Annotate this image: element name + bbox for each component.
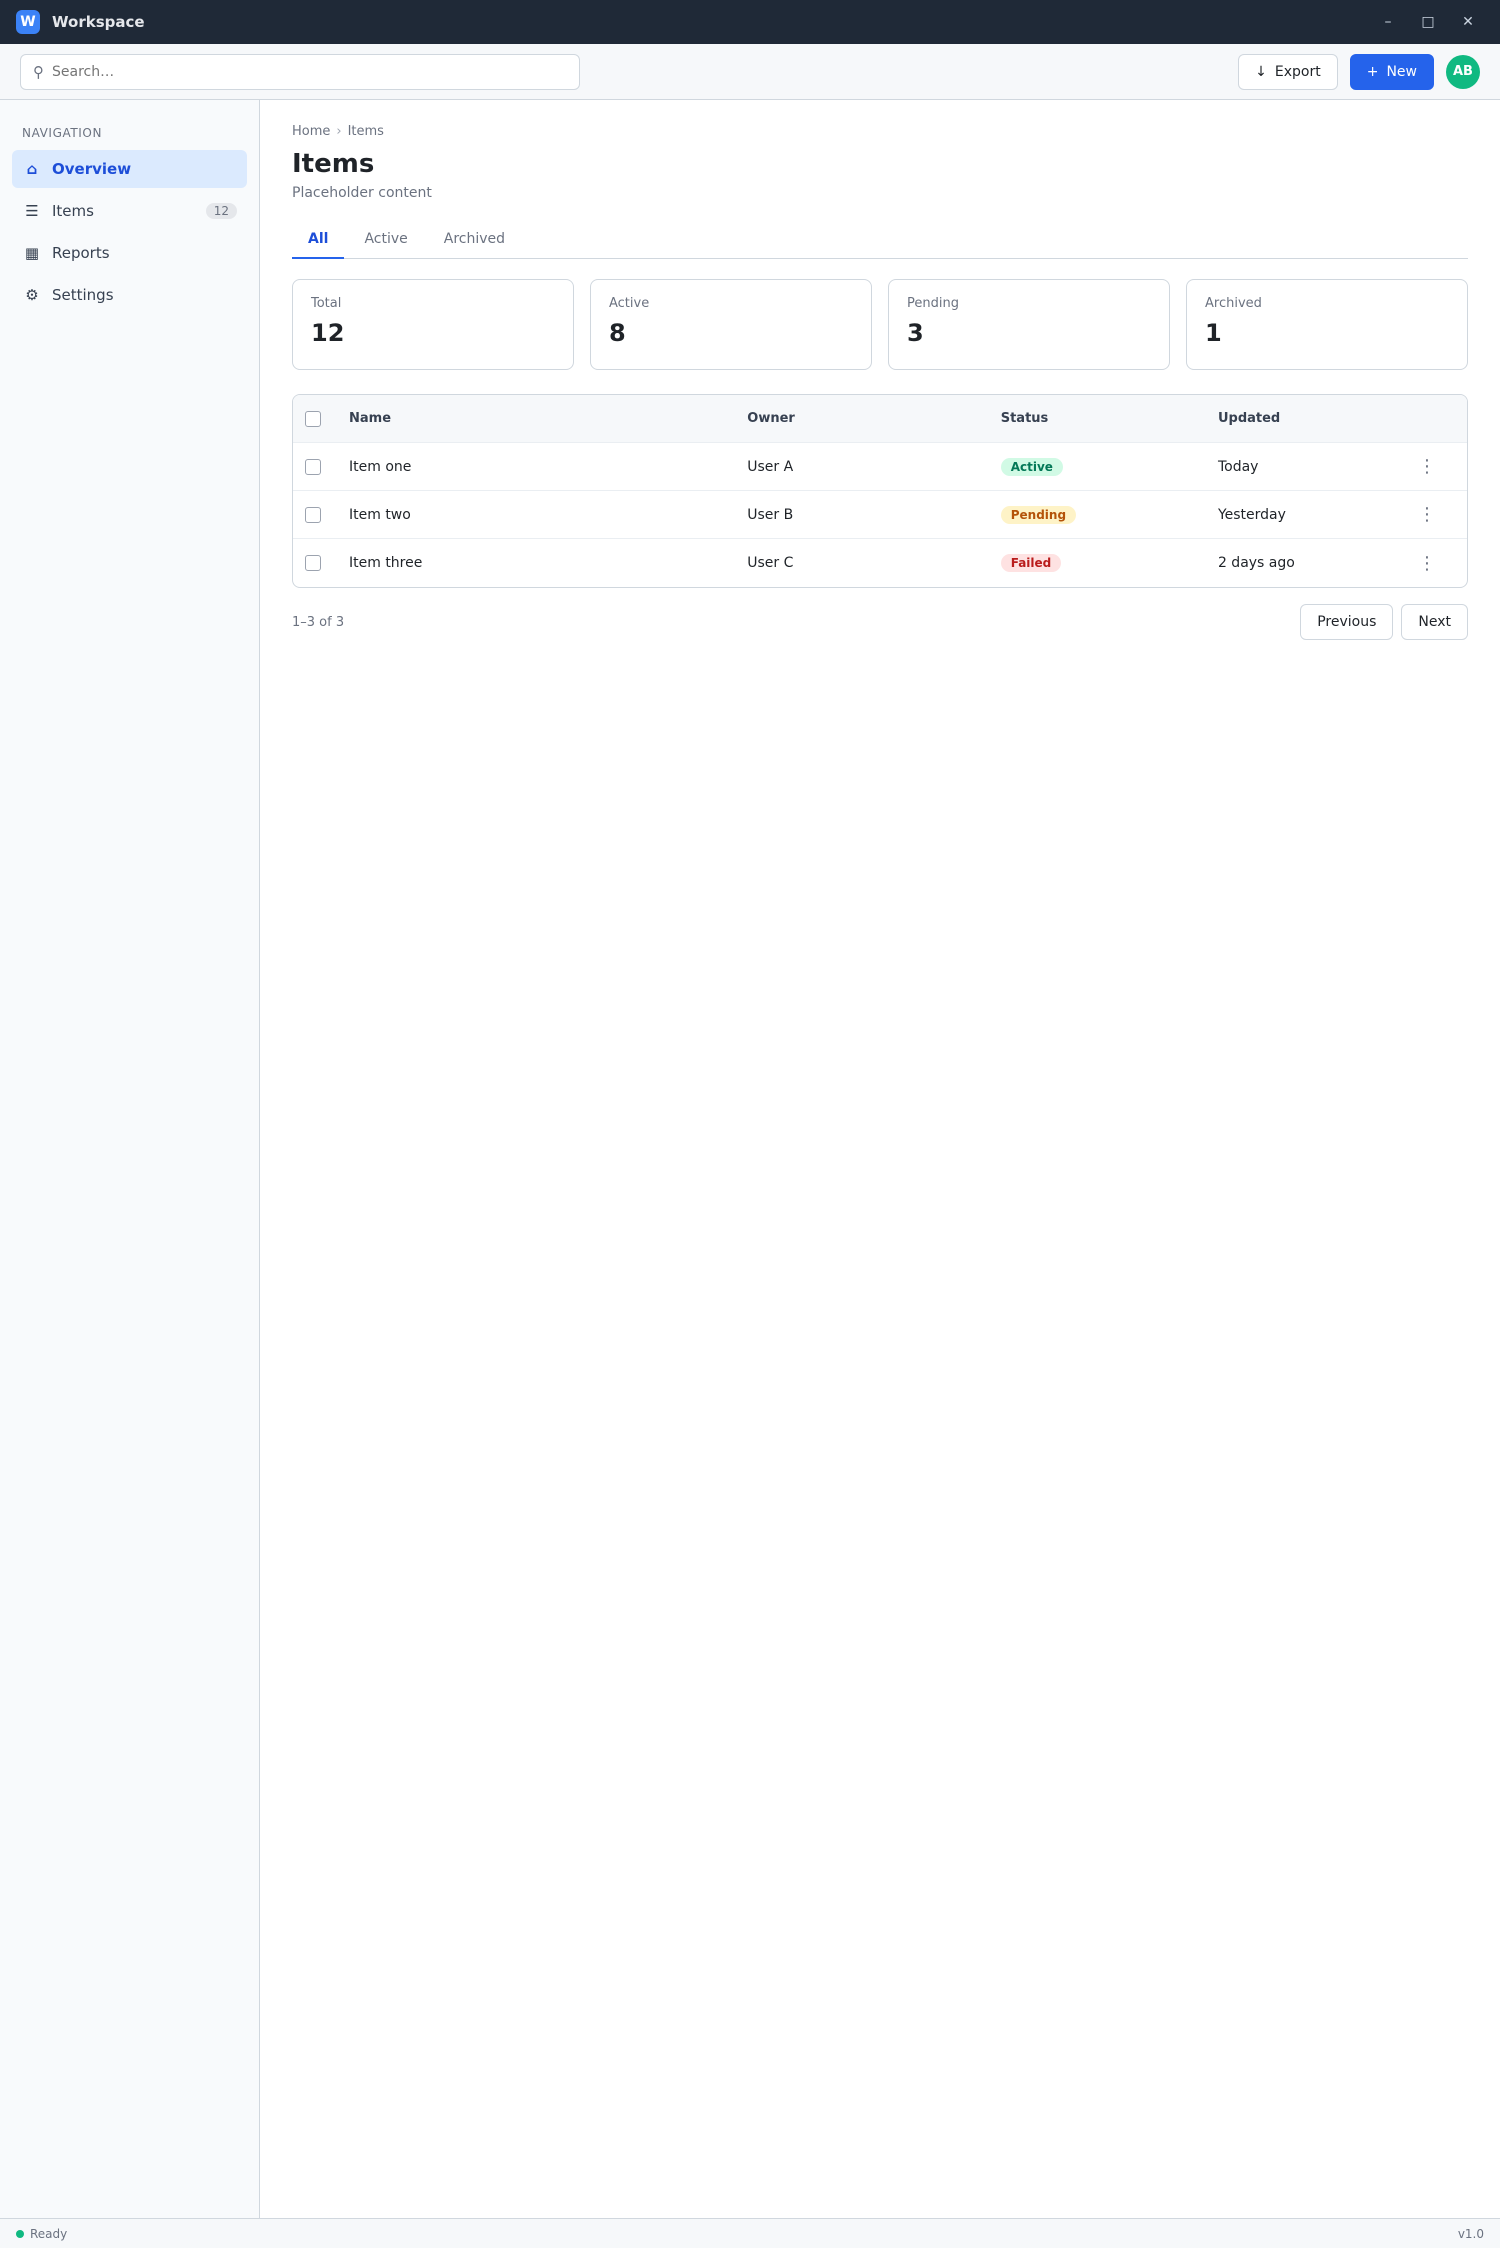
cell-owner: User A: [747, 458, 794, 475]
sidebar-item-settings[interactable]: [12, 276, 247, 314]
stat-card-label: Archived: [1205, 296, 1262, 311]
pagination-summary: 1–3 of 3: [292, 614, 345, 630]
tab-active[interactable]: Active: [364, 231, 408, 247]
column-header[interactable]: Status: [1000, 411, 1049, 426]
stat-card-value: 8: [609, 319, 626, 347]
app-logo: W: [16, 10, 40, 34]
window-title: Workspace: [52, 13, 145, 31]
close-icon[interactable]: ✕: [1462, 14, 1474, 30]
status-badge: Active: [1001, 458, 1063, 476]
more-options-icon[interactable]: ⋮: [1417, 552, 1436, 574]
cell-updated: 2 days ago: [1217, 555, 1295, 571]
home-icon: ⌂: [26, 160, 38, 178]
status-right-text: v1.0: [1457, 2226, 1484, 2241]
status-dot-icon: [16, 2230, 24, 2238]
status-badge: Failed: [1001, 554, 1062, 572]
export-button-label: Export: [1274, 63, 1321, 80]
sidebar-item-reports[interactable]: [12, 234, 247, 272]
stat-card: [1186, 279, 1468, 370]
cell-updated: Today: [1217, 458, 1259, 475]
previous-page-button[interactable]: Previous: [1300, 604, 1393, 640]
sidebar-item-overview[interactable]: [12, 150, 247, 188]
stat-card-label: Total: [311, 296, 342, 311]
maximize-icon[interactable]: □: [1421, 14, 1435, 30]
select-all-checkbox[interactable]: [305, 411, 321, 427]
new-button[interactable]: [1350, 54, 1434, 90]
sidebar-section-label: NAVIGATION: [22, 126, 103, 140]
more-options-icon[interactable]: ⋮: [1417, 504, 1436, 525]
search-icon: ⚲: [33, 62, 44, 81]
gear-icon: ⚙: [25, 286, 39, 304]
row-checkbox[interactable]: [305, 555, 321, 571]
list-icon: ☰: [25, 202, 39, 220]
breadcrumb: [292, 124, 1468, 139]
page-title: Items: [292, 149, 375, 179]
stat-card: [888, 279, 1170, 370]
sidebar-item-label: Settings: [52, 286, 114, 304]
data-table: [292, 394, 1468, 588]
avatar[interactable]: AB: [1446, 55, 1480, 89]
export-button[interactable]: [1238, 54, 1338, 90]
tab-archived[interactable]: Archived: [443, 231, 506, 247]
cell-updated: Yesterday: [1217, 506, 1286, 523]
row-checkbox[interactable]: [305, 507, 321, 523]
table-header-row: [293, 395, 1467, 443]
sidebar: [0, 100, 260, 2218]
chevron-right-icon: ›: [336, 124, 342, 139]
main-content: [260, 100, 1500, 2218]
cell-name: Item two: [349, 506, 411, 523]
window-controls: [1372, 8, 1484, 36]
chart-icon: ▦: [24, 244, 40, 262]
sidebar-item-label: Reports: [52, 244, 110, 262]
cell-name: Item three: [349, 555, 423, 571]
table-row[interactable]: [293, 491, 1467, 539]
sidebar-item-items[interactable]: [12, 192, 247, 230]
cell-owner: User B: [747, 506, 794, 523]
sidebar-item-label: Items: [52, 202, 94, 220]
search-input[interactable]: [52, 64, 567, 80]
table-row[interactable]: [293, 443, 1467, 491]
stat-card-label: Pending: [907, 296, 959, 311]
stat-card-value: 12: [311, 319, 345, 347]
column-header[interactable]: Owner: [747, 411, 795, 426]
more-options-icon[interactable]: ⋮: [1417, 456, 1436, 477]
sidebar-item-count: 12: [206, 203, 237, 219]
stat-card: [590, 279, 872, 370]
pagination-buttons: [1300, 604, 1468, 640]
stat-cards: [292, 279, 1468, 370]
download-icon: ↓: [1255, 63, 1267, 80]
stat-card-value: 3: [907, 319, 924, 347]
status-text: Ready: [30, 2226, 68, 2241]
breadcrumb-item[interactable]: Home: [292, 124, 331, 139]
toolbar: [0, 44, 1500, 100]
tab-bar: [292, 221, 1468, 259]
breadcrumb-item: Items: [347, 124, 384, 139]
status-indicator: [16, 2227, 67, 2241]
cell-owner: User C: [747, 555, 794, 571]
app-body: [0, 100, 1500, 2218]
stat-card-label: Active: [609, 296, 650, 311]
minimize-icon[interactable]: –: [1384, 14, 1392, 30]
page-subtitle: Placeholder content: [292, 185, 432, 201]
search-box[interactable]: [20, 54, 580, 90]
status-badge: Pending: [1001, 506, 1076, 524]
next-page-button[interactable]: Next: [1401, 604, 1468, 640]
plus-icon: +: [1366, 63, 1379, 80]
row-checkbox[interactable]: [305, 459, 321, 475]
new-button-label: New: [1386, 63, 1417, 80]
stat-card-value: 1: [1205, 319, 1222, 347]
title-bar: [0, 0, 1500, 44]
tab-all[interactable]: All: [292, 221, 344, 259]
stat-card: [292, 279, 574, 370]
cell-name: Item one: [349, 458, 412, 475]
pagination: [292, 604, 1468, 640]
column-header[interactable]: Updated: [1217, 411, 1281, 426]
status-bar: [0, 2218, 1500, 2248]
sidebar-item-label: Overview: [52, 160, 132, 178]
column-header[interactable]: Name: [349, 411, 392, 426]
table-row[interactable]: [293, 539, 1467, 587]
